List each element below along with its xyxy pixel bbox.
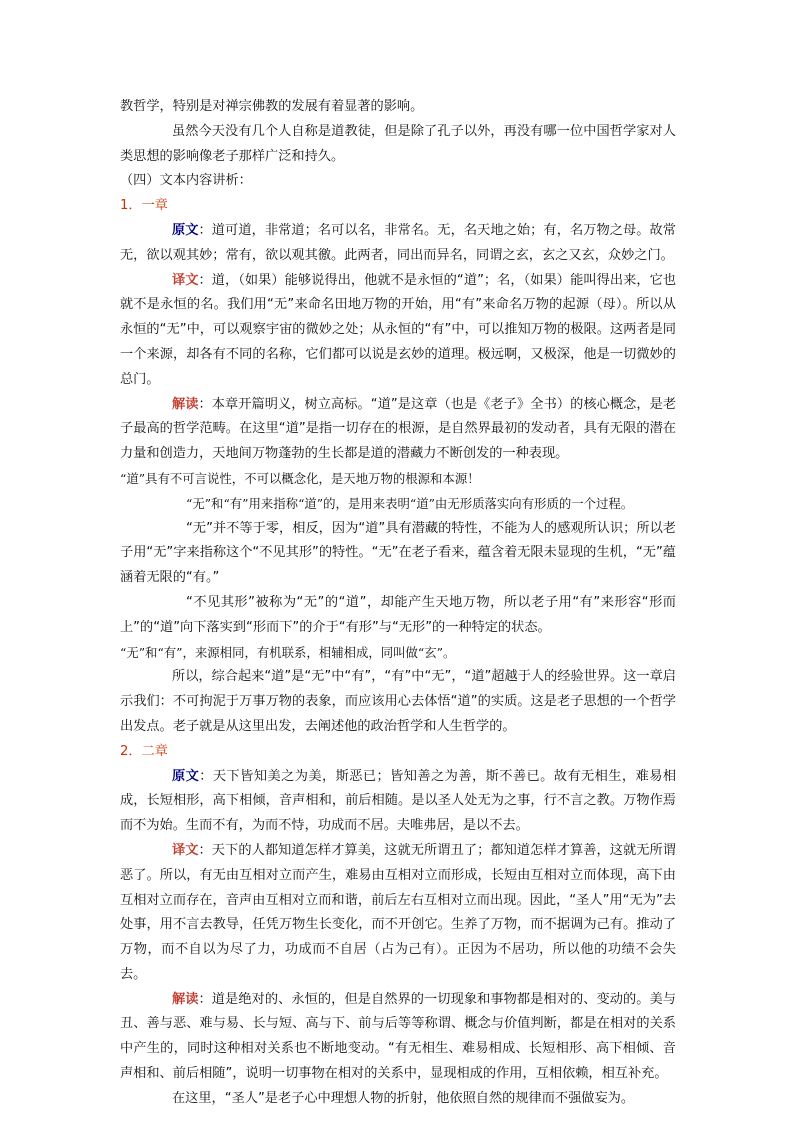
original-text: ：天下皆知美之为美，斯恶已；皆知善之为善，斯不善已。故有无相生，难易相成，长短相形，高下相倾，音声相和，前后相随。是以圣人处无为之事，行不言之教。万物作焉而不为始。生而不有，为而不恃，功成而不居。夫唯弗居，是以不去。 [120, 768, 677, 834]
paragraph-summary: 所以，综合起来“道”是“无”中“有”，“有”中“无”，“道”超越于人的经验世界。这一章启示我们：不可拘泥于万事万物的表象，而应该用心去体悟“道”的实质。这是老子思想的一个哲学出发点。老子就是从这里出发，去阐述他的政治哲学和人生哲学的。 [120, 669, 676, 734]
paragraph-laozi-influence: 虽然今天没有几个人自称是道教徒，但是除了孔子以外，再没有哪一位中国哲学家对人类思想的影响像老子那样广泛和持久。 [120, 123, 676, 164]
translation-text: ：道，（如果）能够说得出，他就不是永恒的“道”；名，（如果）能叫得出来，它也就不是永恒的名。我们用“无”来命名田地万物的开始，用“有”来命名万物的起源（母）。所以从永恒的“无”中，可以观察宇宙的微妙之处；从永恒的“有”中，可以推知万物的极限。这两者是同一个来源，却各有不同的名称，它们都可以说是玄妙的道理。极远啊，又极深，他是一切微妙的总门。 [120, 272, 677, 387]
chapter-2-translation [120, 839, 676, 988]
original-text: ：道可道，非常道；名可以名，非常名。无，名天地之始；有，名万物之母。故常无，欲以观其妙；常有，欲以观其徼。此两者，同出而异名，同谓之玄，玄之又玄，众妙之门。 [120, 222, 676, 263]
paragraph-wu-not-zero: “无”并不等于零，相反，因为“道”具有潜藏的特性，不能为人的感观所认识；所以老子用“无”字来指称这个“不见其形”的特性。“无”在老子看来，蕴含着无限未显现的生机，“无”蕴涵着无限的“有。” [120, 520, 676, 586]
chapter-1-original [120, 219, 676, 269]
translation-label: 译文 [172, 842, 199, 858]
paragraph-bujian-qixing: “不见其形”被称为“无”的“道”，却能产生天地万物，所以老子用“有”来形容“形而上”的“道”向下落实到“形而下”的介于“有形”与“无形”的一种特定的状态。 [120, 594, 676, 635]
chapter-2-interpretation [120, 988, 676, 1087]
paragraph-wu-you-xuan: “无”和“有”，来源相同，有机联系，相辅相成，同叫做“玄”。 [120, 644, 456, 660]
paragraph-sage: 在这里，“圣人”是老子心中理想人物的折射，他依照自然的规律而不强做妄为。 [172, 1090, 635, 1106]
chapter-2-original [120, 765, 676, 839]
chapter-2-heading: 2．二章 [120, 743, 168, 759]
translation-text: ：天下的人都知道怎样才算美，这就无所谓丑了；都知道怎样才算善，这就无所谓恶了。所以，有无由互相对立而产生，难易由互相对立而形成，长短由互相对立而体现，高下由互相对立而存在，音声由互相对立而和谐，前后左右互相对立而出现。因此，“圣人”用“无为”去处事，用不言去教导，任凭万物生长变化，而不开创它。生养了万物，而不据调为己有。推动了万物，而不自以为尽了力，功成而不自居（占为己有）。正因为不居功，所以他的功绩不会失去。 [120, 842, 676, 982]
translation-label: 译文 [172, 272, 199, 288]
chapter-1-interpretation [120, 393, 676, 467]
paragraph-intro-cont: 教哲学，特别是对禅宗佛教的发展有着显著的影响。 [120, 99, 424, 114]
original-label: 原文 [172, 768, 200, 784]
document-page [120, 95, 676, 1112]
paragraph-wu-you: “无”和“有”用来指称“道”的，是用来表明“道”由无形质落实向有形质的一个过程。 [186, 495, 634, 511]
interpretation-text: ：道是绝对的、永恒的，但是自然界的一切现象和事物都是相对的、变动的。美与丑、善与恶、难与易、长与短、高与下、前与后等等称谓、概念与价值判断，都是在相对的关系中产生的，同时这种相对关系也不断地变动。“有无相生、难易相成、长短相形、高下相倾、音声相和、前后相随”，说明一切事物在相对的关系中，显现相成的作用，互相依赖，相互补充。 [120, 991, 676, 1082]
chapter-1-heading: 1．一章 [120, 198, 168, 214]
interpretation-label: 解读 [172, 991, 199, 1007]
paragraph-dao-ineffable: “道”具有不可言说性，不可以概念化，是天地万物的根源和本源！ [120, 470, 480, 486]
original-label: 原文 [172, 222, 199, 238]
interpretation-label: 解读 [172, 396, 199, 412]
interpretation-text: ：本章开篇明义，树立高标。“道”是这章（也是《老子》全书）的核心概念，是老子最高的哲学范畴。在这里“道”是指一切存在的根源，是自然界最初的发动者，具有无限的潜在力量和创造力，天地间万物蓬勃的生长都是道的潜藏力不断创发的一种表现。 [120, 396, 677, 462]
section-title: （四）文本内容讲析： [120, 173, 252, 189]
chapter-1-translation [120, 269, 676, 393]
